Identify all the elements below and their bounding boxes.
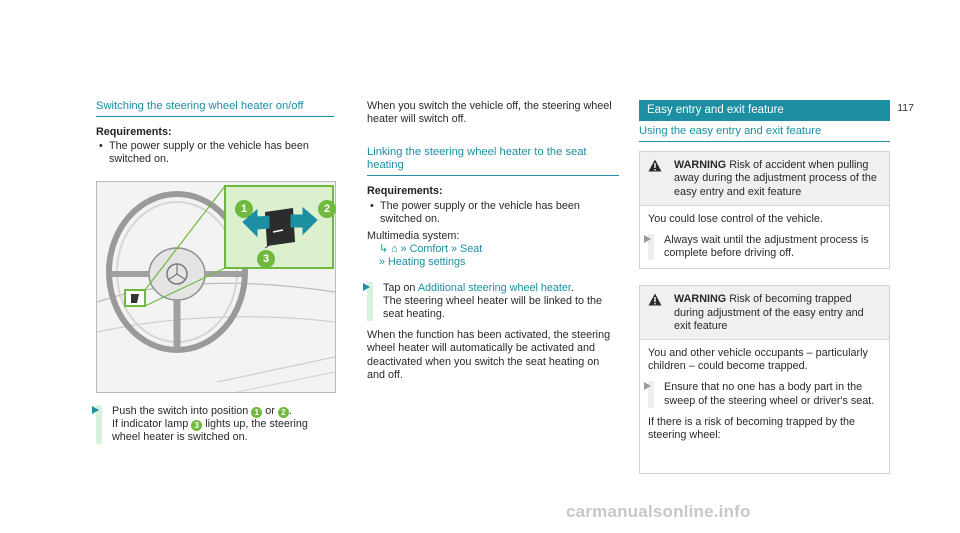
bullet-icon: • [99,140,103,153]
step-arrow-icon [92,406,99,414]
trapped-condition: If there is a risk of becoming trapped by the steering wheel: [648,415,856,442]
column-1 [96,100,334,444]
menu-return-icon: ↳ [379,243,389,256]
requirement-item: • The power supply or the vehicle has been switched on. [367,200,619,226]
warning-consequence: You and other vehicle occupants – particularly children – could become trapped. [648,347,868,373]
home-icon: ⌂ [391,243,398,256]
warning-step: Ensure that no one has a body part in the sweep of the steering wheel or driver's seat. [648,381,881,407]
heading-using-easy-entry: Using the easy entry and exit feature [639,125,890,142]
steering-wheel-figure [96,181,336,393]
multimedia-label: Multimedia system: [367,230,460,243]
warning-consequence: You could lose control of the vehicle. [648,212,823,225]
menu-chevron-icon: » [400,243,407,256]
menu-seat: Seat [460,243,483,256]
additional-heater-link: Additional steering wheel heater [417,281,571,294]
warning-label: WARNING [674,159,727,172]
steering-wheel-illustration [97,182,335,392]
menu-chevron-icon: » [451,243,458,256]
warning-label: WARNING [674,293,727,306]
warning-triangle-icon [648,293,674,333]
warning-triangle-icon [648,159,674,199]
warning-box-accident: WARNING Risk of accident when pulling away during the adjustment process of the easy entry and exit feature You could lose control of the vehicle. Always wait until the adjustment process is complete before driving off. [639,151,890,269]
requirements-label: Requirements: [367,185,443,198]
warning-box-trapped: WARNING Risk of becoming trapped during adjustment of the easy entry and exit feature You and other vehicle occupants – particularly children – could become trapped. Ensure that no one has a body part in the sweep of the steering wheel or driver's seat. If there is a risk of becoming trapped by the steering wheel: [639,285,890,474]
inline-marker-3: 3 [191,420,202,431]
step-push-switch: Push the switch into position 1 or 2 . If indicator lamp 3 lights up, the steering wheel heater is switched on. [96,405,334,445]
section-title-bar: Easy entry and exit feature [639,100,890,121]
step-arrow-icon [644,235,651,243]
menu-chevron-icon: » [379,256,386,269]
heading-steering-heater: Switching the steering wheel heater on/off [96,100,334,117]
requirements-label: Requirements: [96,126,172,138]
step-tap-heater: Tap on Additional steering wheel heater. The steering wheel heater will be linked to the seat heating. [367,282,619,322]
watermark: carmanualsonline.info [566,502,751,521]
column-2 [367,100,619,382]
inline-marker-2: 2 [278,407,289,418]
heading-link-seat-heating: Linking the steering wheel heater to the seat heating [367,146,619,176]
activation-paragraph: When the function has been activated, the steering wheel heater will automatically be activated and deactivated when you switch the seat heating on and off. [367,329,611,381]
page-number: 117 [897,102,914,114]
column-3 [639,100,890,474]
menu-comfort: Comfort [409,243,448,256]
requirement-item: • The power supply or the vehicle has been switched on. [96,140,334,166]
bullet-icon: • [370,199,374,212]
marker-1: 1 [235,200,253,218]
warning-step: Always wait until the adjustment process is complete before driving off. [648,234,881,260]
menu-path [367,243,619,269]
switch-off-note: When you switch the vehicle off, the steering wheel heater will switch off. [367,100,612,126]
step-arrow-icon [363,283,370,291]
inline-marker-1: 1 [251,407,262,418]
marker-3: 3 [257,250,275,268]
step-arrow-icon [644,382,651,390]
marker-2: 2 [318,200,336,218]
menu-heating-settings: Heating settings [388,256,466,269]
